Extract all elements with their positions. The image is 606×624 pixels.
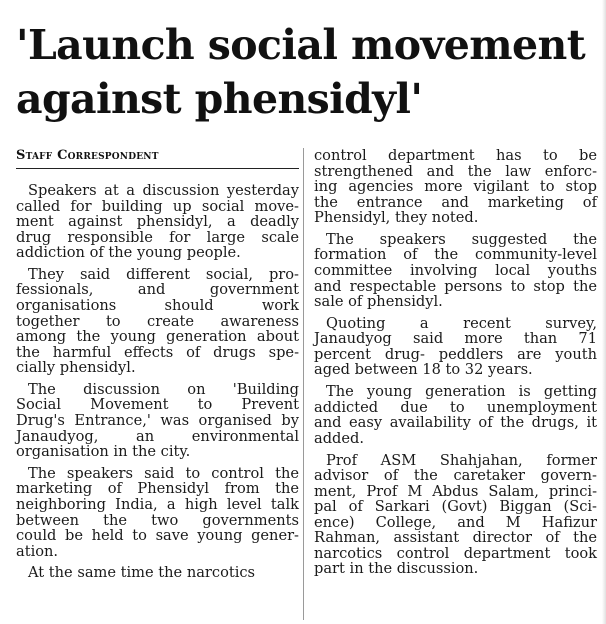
- text-line: At the same time the narcotics: [28, 564, 256, 582]
- text-line: and easy availability of the drugs, it: [314, 414, 597, 432]
- text-line: ment, Prof M Abdus Salam, princi-: [314, 482, 597, 500]
- left-column: [16, 183, 299, 587]
- text-line: committee involving local youths: [314, 262, 597, 280]
- text-line: part in the discussion.: [314, 560, 479, 578]
- text-line: Phensidyl, they noted.: [314, 209, 479, 227]
- paragraph: [16, 183, 299, 261]
- text-line: formation of the community-level: [314, 246, 597, 264]
- paragraph: [314, 148, 597, 226]
- text-line: ment against phensidyl, a deadly: [16, 213, 299, 231]
- paragraph: [314, 316, 597, 378]
- text-line: The young generation is getting: [326, 383, 597, 401]
- headline-line: against phensidyl': [16, 75, 423, 123]
- text-line: pal of Sarkari (Govt) Biggan (Sci-: [314, 498, 597, 516]
- paragraph: [16, 382, 299, 460]
- byline: Staff Correspondent: [16, 148, 159, 163]
- text-line: Speakers at a discussion yesterday: [28, 182, 299, 199]
- text-line: organisations should work: [16, 297, 299, 315]
- text-line: aged between 18 to 32 years.: [314, 361, 533, 379]
- text-line: Janaudyog said more than 71: [314, 330, 597, 348]
- text-line: organisation in the city.: [16, 443, 191, 461]
- text-line: and respectable persons to stop the: [314, 277, 597, 295]
- text-line: Social Movement to Prevent: [16, 396, 299, 414]
- text-line: strengthened and the law enforc-: [314, 162, 597, 180]
- paragraph: [314, 384, 597, 446]
- text-line: ation.: [16, 542, 59, 560]
- paragraph: [16, 466, 299, 559]
- text-line: neighboring India, a high level talk: [16, 495, 299, 513]
- text-line: called for building up social move-: [16, 197, 299, 215]
- right-column: [314, 148, 597, 583]
- text-line: added.: [314, 429, 365, 447]
- page-edge-shadow: [602, 0, 606, 624]
- byline-divider: [16, 168, 299, 169]
- text-line: The speakers suggested the: [326, 230, 597, 248]
- paragraph: [314, 232, 597, 310]
- text-line: control department has to be: [314, 147, 597, 164]
- text-line: could be held to save young gener-: [16, 527, 299, 545]
- text-line: marketing of Phensidyl from the: [16, 480, 299, 498]
- headline: [16, 18, 601, 126]
- text-line: Prof ASM Shahjahan, former: [326, 451, 597, 469]
- text-line: Quoting a recent survey,: [326, 314, 597, 332]
- text-line: Drug's Entrance,' was organised by: [16, 412, 299, 430]
- paragraph: [16, 267, 299, 376]
- headline-line: 'Launch social movement: [16, 21, 586, 69]
- text-line: narcotics control department took: [314, 544, 597, 562]
- text-line: They said different social, pro-: [28, 265, 299, 283]
- text-line: addicted due to unemployment: [314, 398, 597, 416]
- text-line: cially phensidyl.: [16, 359, 136, 377]
- paragraph: [314, 453, 597, 577]
- text-line: the harmful effects of drugs spe-: [16, 343, 299, 361]
- text-line: addiction of the young people.: [16, 244, 241, 262]
- text-line: Janaudyog, an environmental: [16, 427, 299, 445]
- text-line: Rahman, assistant director of the: [314, 529, 597, 547]
- paragraph: [16, 565, 299, 581]
- text-line: between the two governments: [16, 511, 299, 529]
- text-line: ence) College, and M Hafizur: [314, 513, 597, 531]
- text-line: among the young generation about: [16, 328, 299, 346]
- text-line: ing agencies more vigilant to stop: [314, 178, 597, 196]
- text-line: The discussion on 'Building: [28, 380, 299, 398]
- text-line: fessionals, and government: [16, 281, 299, 299]
- text-line: together to create awareness: [16, 312, 299, 330]
- text-line: sale of phensidyl.: [314, 293, 443, 311]
- text-line: drug responsible for large scale: [16, 228, 299, 246]
- text-line: advisor of the caretaker govern-: [314, 467, 597, 485]
- text-line: the entrance and marketing of: [314, 193, 597, 211]
- text-line: percent drug- peddlers are youth: [314, 345, 597, 363]
- column-divider: [303, 148, 304, 620]
- text-line: The speakers said to control the: [28, 464, 299, 482]
